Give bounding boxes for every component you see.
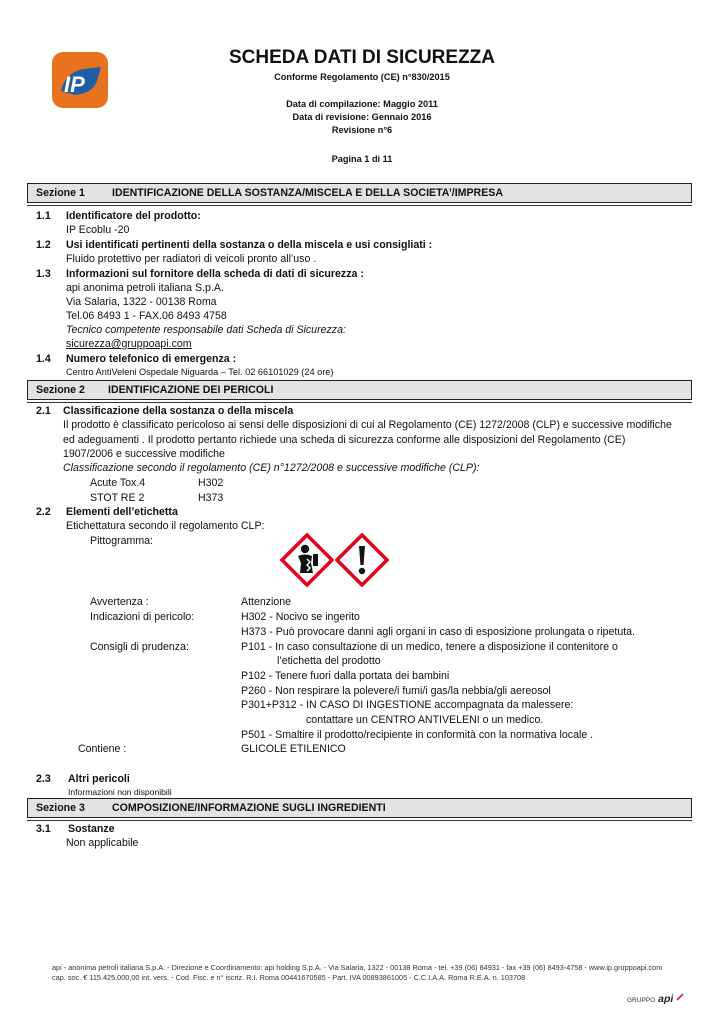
s2-1-num: 2.1 <box>36 405 51 417</box>
section-3-header <box>27 798 692 818</box>
revision-number: Revisione n°6 <box>331 125 393 135</box>
product-name: IP Ecoblu -20 <box>66 224 130 236</box>
exclamation-mark-icon <box>335 533 389 587</box>
s1-4-num: 1.4 <box>36 353 51 365</box>
hazard-code-2: H373 <box>198 492 224 504</box>
s2-3-num: 2.3 <box>36 773 51 785</box>
section-2-number: Sezione 2 <box>36 384 85 396</box>
s1-2-num: 1.2 <box>36 239 51 251</box>
s1-4-title: Numero telefonico di emergenza : <box>66 353 237 365</box>
technical-contact-label: Tecnico competente responsabile dati Scheda di Sicurezza: <box>66 324 346 336</box>
group-brand: api <box>658 993 674 1005</box>
group-api-logo <box>627 993 684 1005</box>
emergency-phone: Centro AntiVeleni Ospedale Niguarda – Tel. 02 66101029 (24 ore) <box>66 367 334 377</box>
precaution-p101: P101 - In caso consultazione di un medico, tenere a disposizione il contenitore o <box>241 641 618 653</box>
section-2-header <box>27 380 692 400</box>
hazard-code-1: H302 <box>198 477 224 489</box>
hazard-class-2: STOT RE 2 <box>90 492 145 504</box>
section-3-number: Sezione 3 <box>36 802 85 814</box>
contains-value: GLICOLE ETILENICO <box>241 743 346 755</box>
supplier-phone: Tel.06 8493 1 - FAX.06 8493 4758 <box>66 310 227 322</box>
contains-label: Contiene : <box>78 743 127 755</box>
regulation: Conforme Regolamento (CE) n°830/2015 <box>274 72 450 82</box>
hazard-statement-h302: H302 - Nocivo se ingerito <box>241 611 360 623</box>
precaution-p102: P102 - Tenere fuori dalla portata dei bambini <box>241 670 450 682</box>
classification-text-1: Il prodotto è classificato pericoloso ai sensi delle disposizioni di cui al Regolamento (CE) 1272/2008 (CLP) e successive modifiche <box>63 419 672 431</box>
precaution-p501: P501 - Smaltire il prodotto/recipiente in conformità con la normativa locale . <box>241 729 594 741</box>
compilation-date: Data di compilazione: Maggio 2011 <box>286 99 438 109</box>
precautionary-label: Consigli di prudenza: <box>90 641 189 653</box>
s1-1-num: 1.1 <box>36 210 51 222</box>
s3-1-num: 3.1 <box>36 823 51 835</box>
safety-email-link[interactable]: sicurezza@gruppoapi.com <box>66 338 192 350</box>
hazard-class-1: Acute Tox.4 <box>90 477 146 489</box>
page-number: Pagina 1 di 11 <box>331 154 393 164</box>
supplier-company: api anonima petroli italiana S.p.A. <box>66 282 224 294</box>
section-2-title: IDENTIFICAZIONE DEI PERICOLI <box>108 384 274 396</box>
section-1-number: Sezione 1 <box>36 187 85 199</box>
section-1-header <box>27 183 692 203</box>
product-use: Fluido protettivo per radiatori di veicoli pronto all’uso . <box>66 253 317 265</box>
logo-text: IP <box>64 72 85 97</box>
s2-2-num: 2.2 <box>36 506 51 518</box>
precaution-p101-cont: l’etichetta del prodotto <box>277 655 381 667</box>
precaution-p301: P301+P312 - IN CASO DI INGESTIONE accompagnata da malessere: <box>241 699 574 711</box>
clp-label-text: Etichettatura secondo il regolamento CLP: <box>66 520 265 532</box>
group-prefix: GRUPPO <box>627 997 656 1004</box>
s2-1-title: Classificazione della sostanza o della miscela <box>63 405 294 417</box>
s1-1-title: Identificatore del prodotto: <box>66 210 201 222</box>
hazard-statement-h373: H373 - Può provocare danni agli organi in caso di esposizione prolungata o ripetuta. <box>241 626 635 638</box>
footer-line-1: api - anonima petroli italiana S.p.A. - Direzione e Coordinamento: api holding S.p.A. - Via Salaria, 1322 - 00138 Roma - tel. +39 (06) 84931 - fax +39 (06) 8493-4758 - www.ip.gruppoapi.com <box>52 963 663 972</box>
section-3-title: COMPOSIZIONE/INFORMAZIONE SUGLI INGREDIENTI <box>112 802 386 814</box>
section-1-title: IDENTIFICAZIONE DELLA SOSTANZA/MISCELA E DELLA SOCIETA’/IMPRESA <box>112 187 503 199</box>
hazard-statements-label: Indicazioni di pericolo: <box>90 611 195 623</box>
signal-word-label: Avvertenza : <box>90 596 149 608</box>
clp-classification-label: Classificazione secondo il regolamento (CE) n°1272/2008 e successive modifiche (CLP): <box>63 462 480 474</box>
precaution-p260: P260 - Non respirare la polevere/i fumi/i gas/la nebbia/gli aereosol <box>241 685 551 697</box>
pictogram-label: Pittogramma: <box>90 535 153 547</box>
s3-1-title: Sostanze <box>68 823 115 835</box>
s1-3-title: Informazioni sul fornitore della scheda di dati di sicurezza : <box>66 268 364 280</box>
api-mark-icon <box>676 993 684 1001</box>
precaution-p301-cont: contattare un CENTRO ANTIVELENI o un medico. <box>306 714 544 726</box>
footer-line-2: cap. soc. € 115.425.000,00 int. vers. - Cod. Fisc. e n° iscriz. R.I. Roma 00441670585 - Part. IVA 00893861005 - C.C.I.A.A. Roma R.E.A. n. 103708 <box>52 973 526 982</box>
s1-3-num: 1.3 <box>36 268 51 280</box>
classification-text-3: 1907/2006 e successive modifiche <box>63 448 225 460</box>
revision-date: Data di revisione: Gennaio 2016 <box>292 112 432 122</box>
s2-2-title: Elementi dell’etichetta <box>66 506 178 518</box>
classification-text-2: ed adeguamenti . Il prodotto pertanto richiede una scheda di sicurezza conforme alle disposizioni del Regolamento (CE) <box>63 434 626 446</box>
substances-value: Non applicabile <box>66 837 139 849</box>
other-hazards: Informazioni non disponibili <box>68 787 172 797</box>
health-hazard-icon <box>280 533 334 587</box>
page-title: SCHEDA DATI DI SICUREZZA <box>229 47 495 68</box>
supplier-address: Via Salaria, 1322 - 00138 Roma <box>66 296 217 308</box>
s2-3-title: Altri pericoli <box>68 773 130 785</box>
signal-word: Attenzione <box>241 596 292 608</box>
s1-2-title: Usi identificati pertinenti della sostanza o della miscela e usi consigliati : <box>66 239 433 251</box>
